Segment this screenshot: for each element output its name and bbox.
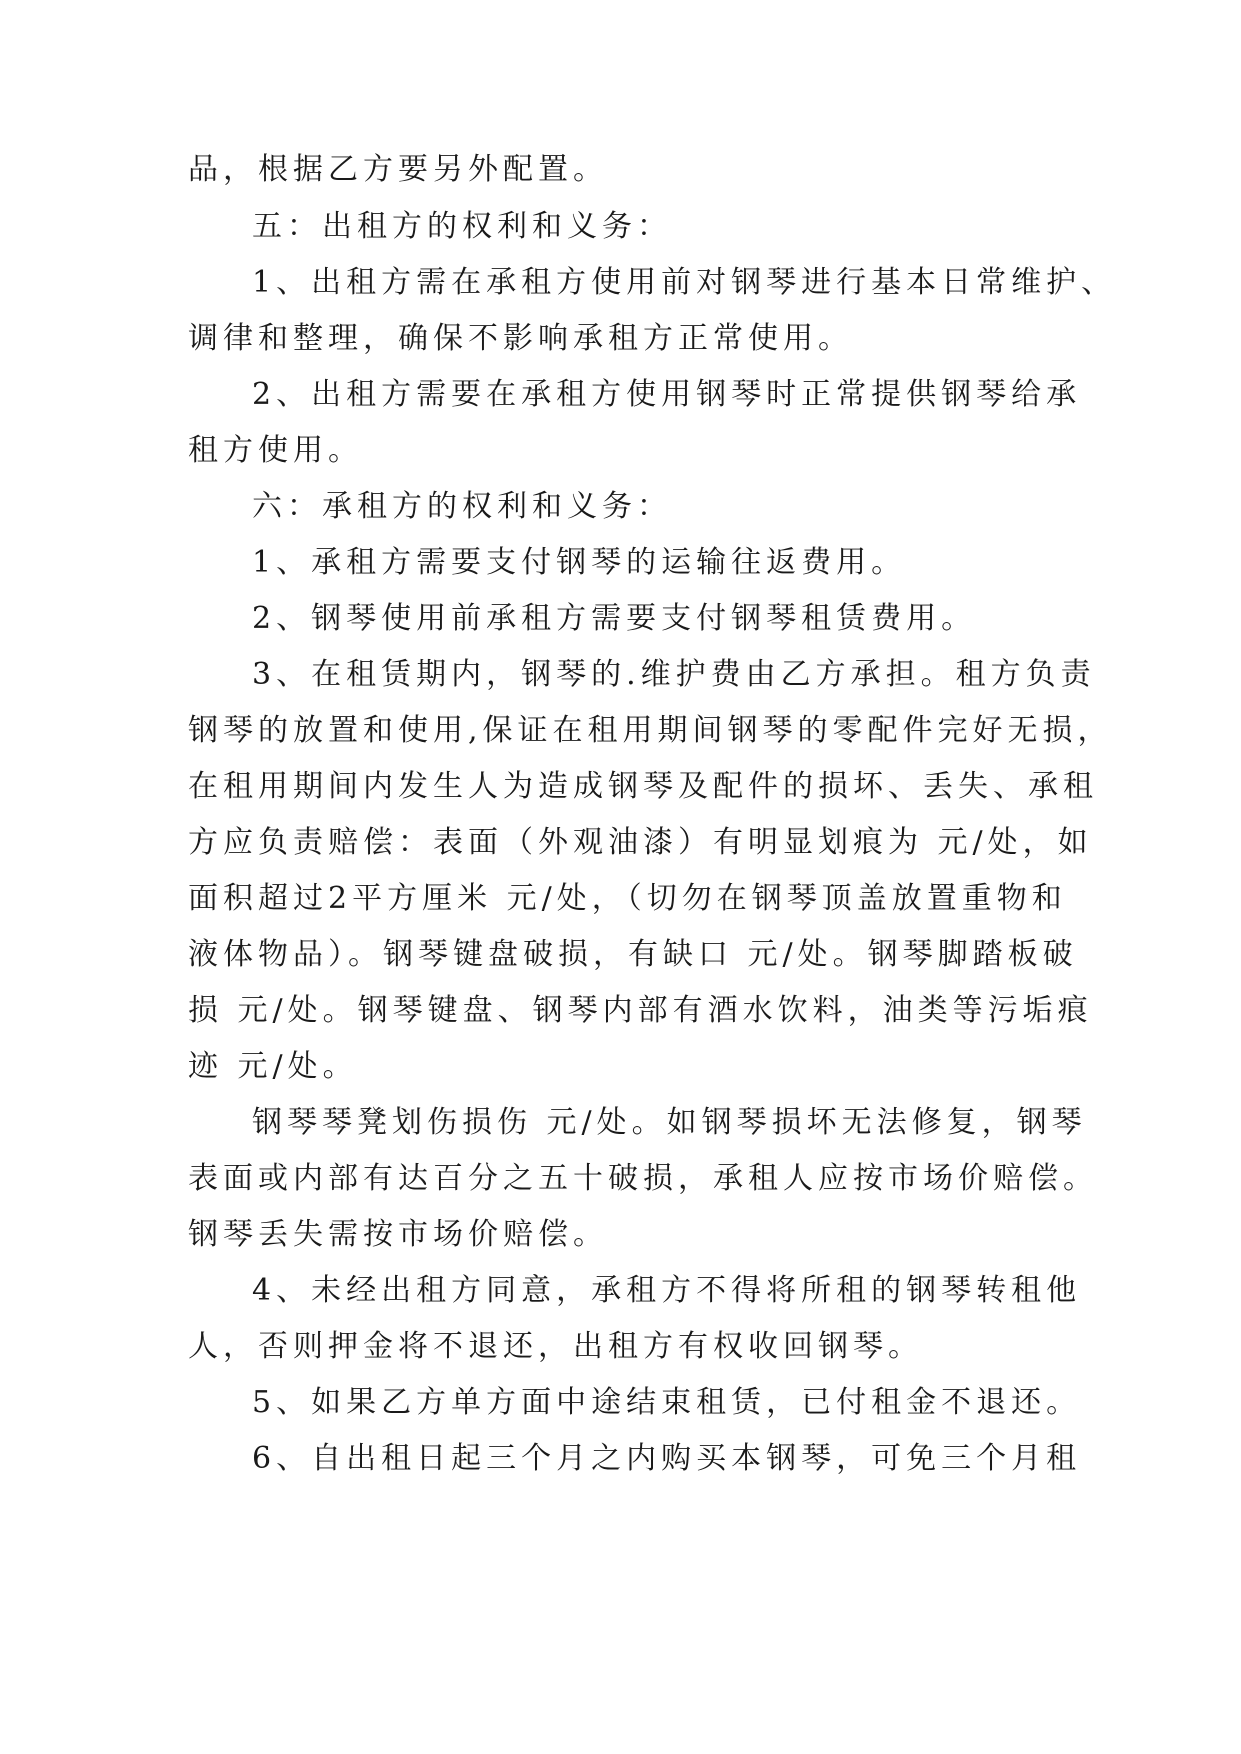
text-line: 5、如果乙方单方面中途结束租赁，已付租金不退还。 <box>252 1385 1082 1420</box>
text-line: 损 元/处。钢琴键盘、钢琴内部有酒水饮料，油类等污垢痕 <box>188 993 1093 1028</box>
text-line: 4、未经出租方同意，承租方不得将所租的钢琴转租他 <box>252 1273 1082 1308</box>
text-line: 液体物品）。钢琴键盘破损，有缺口 元/处。钢琴脚踏板破 <box>188 937 1078 972</box>
text-line: 1、出租方需在承租方使用前对钢琴进行基本日常维护、 <box>252 265 1117 300</box>
text-line: 迹 元/处。 <box>188 1049 358 1084</box>
text-line: 面积超过2平方厘米 元/处，（切勿在钢琴顶盖放置重物和 <box>188 881 1067 916</box>
text-line: 租方使用。 <box>188 433 363 468</box>
text-line: 3、在租赁期内，钢琴的.维护费由乙方承担。租方负责 <box>252 657 1096 692</box>
text-line: 表面或内部有达百分之五十破损，承租人应按市场价赔偿。 <box>188 1161 1098 1196</box>
text-line: 人，否则押金将不退还，出租方有权收回钢琴。 <box>188 1329 923 1364</box>
text-line: 2、钢琴使用前承租方需要支付钢琴租赁费用。 <box>252 601 977 636</box>
section-heading: 五：出租方的权利和义务： <box>252 209 672 244</box>
text-line: 1、承租方需要支付钢琴的运输往返费用。 <box>252 545 907 580</box>
text-line: 方应负责赔偿：表面（外观油漆）有明显划痕为 元/处，如 <box>188 825 1093 860</box>
text-line: 调律和整理，确保不影响承租方正常使用。 <box>188 321 853 356</box>
text-line: 品，根据乙方要另外配置。 <box>188 152 608 187</box>
text-line: 在租用期间内发生人为造成钢琴及配件的损坏、丢失、承租 <box>188 769 1098 804</box>
text-line: 6、自出租日起三个月之内购买本钢琴，可免三个月租 <box>252 1441 1082 1476</box>
text-line: 钢琴丢失需按市场价赔偿。 <box>188 1217 608 1252</box>
text-line: 钢琴的放置和使用,保证在租用期间钢琴的零配件完好无损， <box>188 713 1113 748</box>
text-line: 2、出租方需要在承租方使用钢琴时正常提供钢琴给承 <box>252 377 1082 412</box>
text-line: 钢琴琴凳划伤损伤 元/处。如钢琴损坏无法修复，钢琴 <box>252 1105 1087 1140</box>
section-heading: 六：承租方的权利和义务： <box>252 489 672 524</box>
